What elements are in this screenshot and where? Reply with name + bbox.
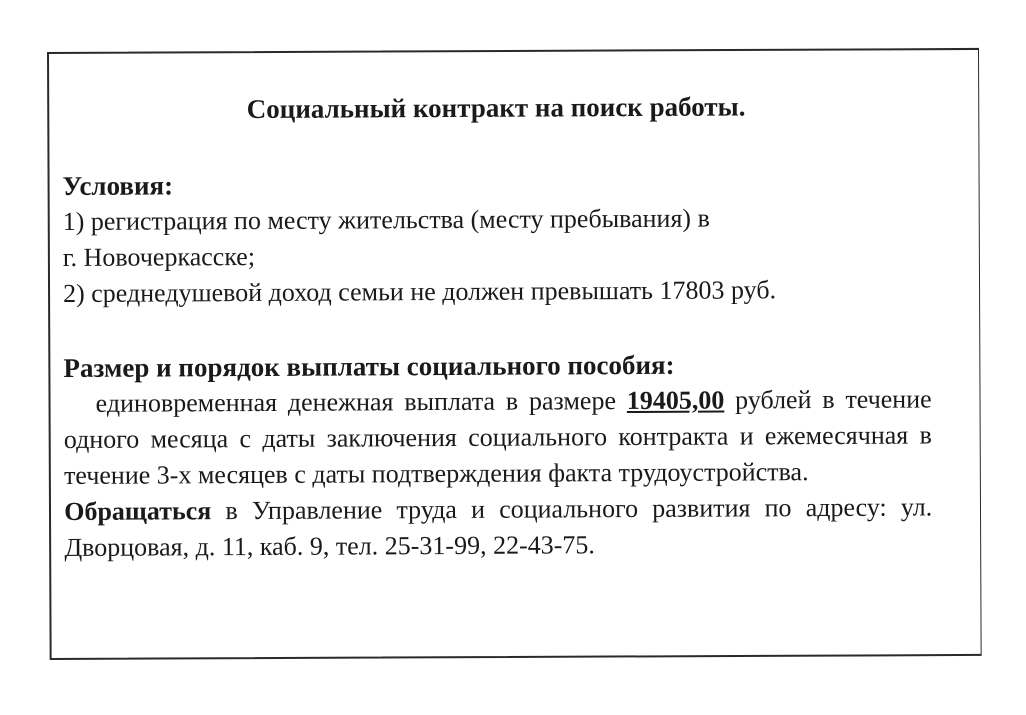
payment-amount: 19405,00 (626, 385, 725, 416)
payment-heading: Размер и порядок выплаты социального пособия: (63, 349, 675, 383)
document-title: Социальный контракт на поиск работы. (246, 91, 746, 125)
condition-item-1-line-1: 1) регистрация по месту жительства (месту пребывания) в (62, 203, 710, 236)
condition-item-2: 2) среднедушевой доход семьи не должен превышать 17803 руб. (62, 275, 777, 308)
payment-text-before: единовременная денежная выплата в размере (95, 386, 627, 418)
document-body (62, 85, 932, 566)
contact-paragraph (64, 489, 932, 566)
condition-item-1-line-2: г. Новочеркасске; (62, 241, 256, 272)
conditions-heading: Условия: (62, 170, 174, 201)
section-spacer (63, 307, 931, 350)
payment-text-after: рублей в течение одного месяца с даты заключения социального контракта и ежемесячная в течение 3-х месяцев с даты подтверждения факта трудоустройства. (63, 384, 932, 490)
payment-paragraph (64, 381, 933, 494)
contact-lead: Обращаться (64, 496, 212, 526)
contact-text: в Управление труда и социального развития по адресу: ул. Дворцовая, д. 11, каб. 9, тел. 25-31-99, 22-43-75. (64, 492, 933, 562)
